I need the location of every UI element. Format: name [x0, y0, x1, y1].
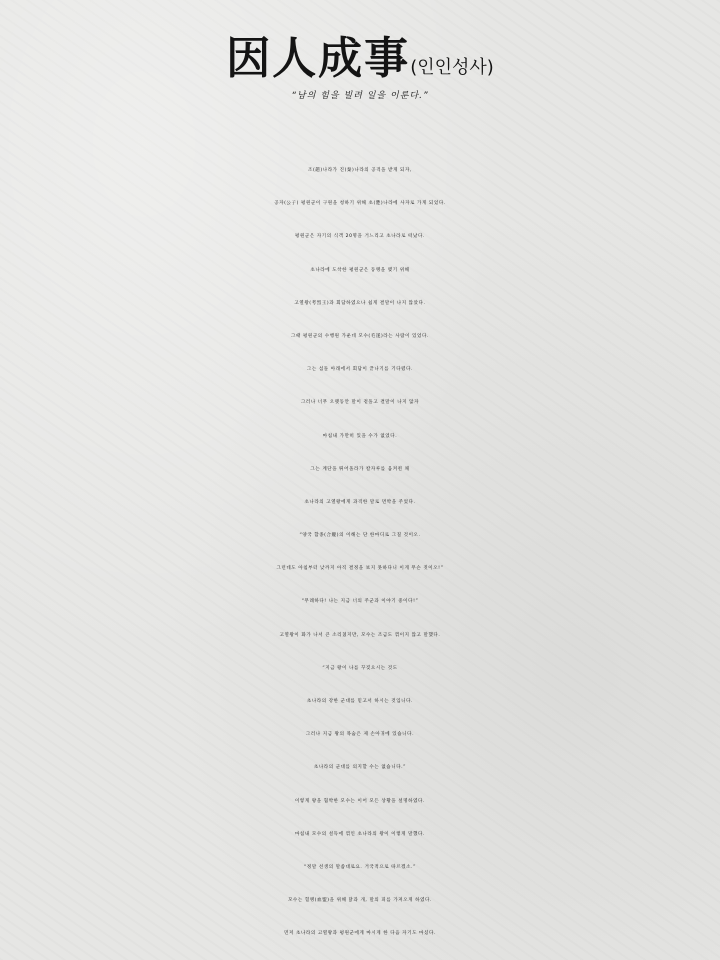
text-line: “정말 선생의 말씀대로요. 거국적으로 따르겠소.” — [303, 864, 417, 870]
text-line: 먼저 초나라의 고열왕과 평원군에게 마시게 한 다음 자기도 마셨다. — [284, 931, 436, 937]
text-line: 공자(公子) 평원군이 구원을 청하기 위해 초(楚)나라에 사자로 가게 되었다. — [274, 201, 446, 207]
text-line: 이렇게 왕을 협박한 모수는 이어 모든 상황을 설명하였다. — [294, 798, 426, 804]
text-line: “지금 왕이 나를 꾸짖으시는 것도 — [322, 665, 398, 671]
text-line: 그런데도 아침부터 낮까지 아직 결정을 보지 못하다니 이게 무슨 짓이오!” — [276, 566, 444, 572]
text-line: 그는 계단을 뛰어올라가 칼자루를 움켜쥔 채 — [310, 466, 410, 472]
text-line: “무례하다! 나는 지금 너의 주군과 이야기 중이다!” — [301, 599, 419, 605]
text-line: 고열왕(考烈王)과 회담하였으나 쉽게 결말이 나지 않았다. — [294, 300, 426, 306]
text-line: 그는 섬돌 아래에서 회담이 끝나기를 기다렸다. — [306, 367, 414, 373]
story-text — [0, 154, 720, 951]
text-line: 모수는 혈맹(血盟)을 위해 닭과 개, 말의 피를 가져오게 하였다. — [287, 898, 433, 904]
text-line: 초나라에 도착한 평원군은 동맹을 맺기 위해 — [310, 267, 410, 273]
text-line: 평원군은 자기의 식객 20명을 거느리고 초나라로 떠났다. — [295, 234, 425, 240]
title-hanja: 因人成事 — [226, 33, 411, 84]
title-reading: (인인성사) — [410, 57, 494, 78]
text-line: 초나라의 군대를 의지할 수는 없습니다.” — [313, 765, 407, 771]
text-line: 마침내 가만히 있을 수가 없었다. — [322, 433, 398, 439]
text-line: 마침내 모수의 설득에 꺾인 초나라의 왕이 이렇게 말했다. — [294, 831, 426, 837]
text-line: “양국 합종(合縱)의 이해는 단 한마디로 그칠 것이오. — [299, 533, 421, 539]
text-line: 고열왕이 화가 나서 큰 소리쳤지만, 모수는 조금도 꺾이지 않고 말했다. — [279, 632, 441, 638]
text-line: 초나라의 고열왕에게 과격한 말로 면박을 주었다. — [304, 499, 416, 505]
text-line: 조(趙)나라가 진(秦)나라의 공격을 받게 되자, — [308, 168, 412, 173]
text-line: 그때 평원군의 수행원 가운데 모수(毛遂)라는 사람이 있었다. — [291, 333, 429, 339]
text-line: 그러나 너무 오랫동안 말이 겉돌고 결말이 나지 않자 — [300, 400, 420, 406]
subtitle: “남의 힘을 빌려 일을 이룬다.” — [291, 91, 429, 101]
page-title — [0, 22, 720, 86]
text-line: 초나라의 강한 군대를 믿고서 하시는 것입니다. — [306, 699, 414, 704]
text-line: 그러나 지금 왕의 목숨은 제 손아귀에 있습니다. — [305, 732, 415, 738]
